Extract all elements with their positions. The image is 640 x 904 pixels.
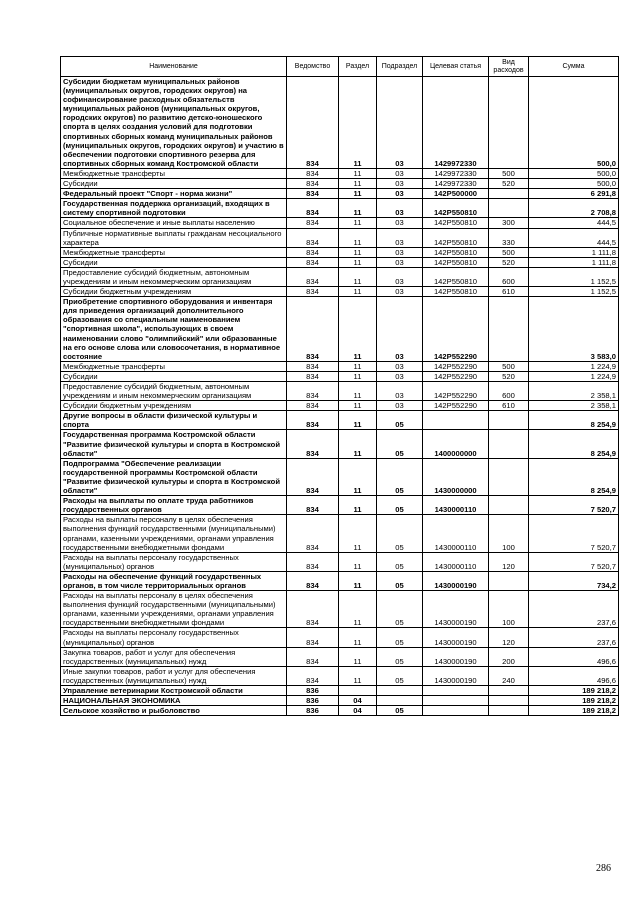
row-name: Иные закупки товаров, работ и услуг для обеспечения государственных (муниципальных) нужд bbox=[61, 666, 287, 685]
table-row bbox=[61, 458, 619, 495]
row-podrazdel: 03 bbox=[377, 168, 423, 178]
row-sum: 496,6 bbox=[529, 647, 619, 666]
row-vr bbox=[489, 199, 529, 218]
row-ved: 834 bbox=[287, 297, 339, 362]
row-podrazdel: 05 bbox=[377, 628, 423, 647]
row-ved: 834 bbox=[287, 430, 339, 458]
row-razdel: 11 bbox=[339, 666, 377, 685]
row-razdel: 11 bbox=[339, 189, 377, 199]
row-vr bbox=[489, 696, 529, 706]
row-cs: 1430000190 bbox=[423, 571, 489, 590]
row-podrazdel: 05 bbox=[377, 411, 423, 430]
row-vr bbox=[489, 77, 529, 169]
row-razdel: 04 bbox=[339, 696, 377, 706]
table-row bbox=[61, 189, 619, 199]
row-vr: 520 bbox=[489, 179, 529, 189]
row-sum: 1 224,9 bbox=[529, 361, 619, 371]
table-row bbox=[61, 401, 619, 411]
row-cs: 142P550810 bbox=[423, 218, 489, 228]
row-razdel: 11 bbox=[339, 218, 377, 228]
row-podrazdel: 03 bbox=[377, 287, 423, 297]
row-name: Межбюджетные трансферты bbox=[61, 247, 287, 257]
row-sum: 189 218,2 bbox=[529, 686, 619, 696]
row-name: Расходы на обеспечение функций государственных органов, в том числе территориальных органов bbox=[61, 571, 287, 590]
table-row bbox=[61, 411, 619, 430]
row-name: Расходы на выплаты по оплате труда работников государственных органов bbox=[61, 496, 287, 515]
table-row bbox=[61, 247, 619, 257]
page-number: 286 bbox=[596, 863, 611, 874]
row-cs: 142P550810 bbox=[423, 247, 489, 257]
row-vr: 240 bbox=[489, 666, 529, 685]
row-ved: 834 bbox=[287, 77, 339, 169]
budget-table bbox=[60, 56, 619, 716]
col-header-razdel: Раздел bbox=[339, 57, 377, 77]
row-name: Предоставление субсидий бюджетным, автономным учреждениям и иным некоммерческим организациям bbox=[61, 267, 287, 286]
row-podrazdel: 03 bbox=[377, 228, 423, 247]
row-sum: 444,5 bbox=[529, 218, 619, 228]
row-sum: 6 291,8 bbox=[529, 189, 619, 199]
row-vr bbox=[489, 297, 529, 362]
row-vr: 200 bbox=[489, 647, 529, 666]
row-sum: 500,0 bbox=[529, 179, 619, 189]
row-razdel bbox=[339, 686, 377, 696]
col-header-sum: Сумма bbox=[529, 57, 619, 77]
row-ved: 834 bbox=[287, 267, 339, 286]
col-header-ved: Ведомство bbox=[287, 57, 339, 77]
row-sum: 3 583,0 bbox=[529, 297, 619, 362]
row-ved: 834 bbox=[287, 189, 339, 199]
row-ved: 836 bbox=[287, 696, 339, 706]
row-name: Расходы на выплаты персоналу в целях обеспечения выполнения функций государственными (муниципальными) органами, казенными учреждениями, органами управления государственными внебюджетными фондами bbox=[61, 591, 287, 628]
row-ved: 834 bbox=[287, 628, 339, 647]
row-podrazdel: 03 bbox=[377, 361, 423, 371]
row-ved: 834 bbox=[287, 666, 339, 685]
row-razdel: 11 bbox=[339, 297, 377, 362]
row-razdel: 11 bbox=[339, 168, 377, 178]
row-vr bbox=[489, 706, 529, 716]
row-ved: 834 bbox=[287, 496, 339, 515]
row-name: Публичные нормативные выплаты гражданам несоциального характера bbox=[61, 228, 287, 247]
row-razdel: 11 bbox=[339, 371, 377, 381]
row-podrazdel: 03 bbox=[377, 257, 423, 267]
row-sum: 2 358,1 bbox=[529, 382, 619, 401]
row-sum: 237,6 bbox=[529, 628, 619, 647]
row-razdel: 11 bbox=[339, 515, 377, 552]
table-row bbox=[61, 571, 619, 590]
row-cs bbox=[423, 411, 489, 430]
table-row bbox=[61, 382, 619, 401]
row-podrazdel: 03 bbox=[377, 401, 423, 411]
row-cs: 142P552290 bbox=[423, 297, 489, 362]
row-ved: 834 bbox=[287, 647, 339, 666]
table-row bbox=[61, 179, 619, 189]
row-podrazdel: 05 bbox=[377, 666, 423, 685]
row-sum: 496,6 bbox=[529, 666, 619, 685]
row-vr: 500 bbox=[489, 168, 529, 178]
table-row bbox=[61, 168, 619, 178]
row-ved: 834 bbox=[287, 361, 339, 371]
row-razdel: 11 bbox=[339, 571, 377, 590]
row-podrazdel: 05 bbox=[377, 552, 423, 571]
row-vr: 100 bbox=[489, 591, 529, 628]
row-name: Приобретение спортивного оборудования и инвентаря для приведения организаций дополнительного образования со специальным наименованием "спортивная школа", использующих в своем наименовании слово "олимпийский" или образованные на его основе слова или словосочетания, в нормативное состояние bbox=[61, 297, 287, 362]
row-vr bbox=[489, 411, 529, 430]
row-name: Субсидии bbox=[61, 257, 287, 267]
row-vr: 600 bbox=[489, 382, 529, 401]
row-razdel: 11 bbox=[339, 361, 377, 371]
row-cs: 142P550810 bbox=[423, 267, 489, 286]
table-row bbox=[61, 628, 619, 647]
row-name: НАЦИОНАЛЬНАЯ ЭКОНОМИКА bbox=[61, 696, 287, 706]
row-name: Подпрограмма "Обеспечение реализации государственной программы Костромской области "Развитие физической культуры и спорта в Костромской области" bbox=[61, 458, 287, 495]
row-podrazdel: 05 bbox=[377, 706, 423, 716]
row-podrazdel: 03 bbox=[377, 189, 423, 199]
row-podrazdel: 05 bbox=[377, 515, 423, 552]
table-row bbox=[61, 496, 619, 515]
row-podrazdel: 03 bbox=[377, 371, 423, 381]
row-ved: 834 bbox=[287, 591, 339, 628]
col-header-podrazdel: Подраздел bbox=[377, 57, 423, 77]
table-row bbox=[61, 666, 619, 685]
row-name: Социальное обеспечение и иные выплаты населению bbox=[61, 218, 287, 228]
row-vr: 610 bbox=[489, 401, 529, 411]
row-vr bbox=[489, 496, 529, 515]
row-ved: 836 bbox=[287, 706, 339, 716]
table-row bbox=[61, 267, 619, 286]
row-cs: 1429972330 bbox=[423, 179, 489, 189]
table-row bbox=[61, 77, 619, 169]
row-sum: 2 358,1 bbox=[529, 401, 619, 411]
row-razdel: 11 bbox=[339, 287, 377, 297]
row-vr bbox=[489, 458, 529, 495]
row-ved: 834 bbox=[287, 458, 339, 495]
row-name: Управление ветеринарии Костромской области bbox=[61, 686, 287, 696]
row-vr: 500 bbox=[489, 361, 529, 371]
row-cs: 142P550810 bbox=[423, 287, 489, 297]
row-vr: 520 bbox=[489, 257, 529, 267]
row-cs: 1430000190 bbox=[423, 647, 489, 666]
table-row bbox=[61, 218, 619, 228]
row-razdel: 11 bbox=[339, 199, 377, 218]
row-razdel: 11 bbox=[339, 430, 377, 458]
row-name: Государственная поддержка организаций, входящих в систему спортивной подготовки bbox=[61, 199, 287, 218]
row-cs: 142P550810 bbox=[423, 257, 489, 267]
row-cs: 1430000110 bbox=[423, 552, 489, 571]
row-cs: 1400000000 bbox=[423, 430, 489, 458]
row-sum: 237,6 bbox=[529, 591, 619, 628]
row-cs: 142P552290 bbox=[423, 382, 489, 401]
row-razdel: 11 bbox=[339, 401, 377, 411]
row-ved: 834 bbox=[287, 552, 339, 571]
row-podrazdel: 05 bbox=[377, 430, 423, 458]
row-razdel: 11 bbox=[339, 382, 377, 401]
row-cs bbox=[423, 706, 489, 716]
row-name: Субсидии bbox=[61, 371, 287, 381]
row-razdel: 11 bbox=[339, 77, 377, 169]
table-row bbox=[61, 199, 619, 218]
row-razdel: 11 bbox=[339, 458, 377, 495]
row-cs: 142P500000 bbox=[423, 189, 489, 199]
row-cs: 142P550810 bbox=[423, 199, 489, 218]
row-podrazdel: 03 bbox=[377, 179, 423, 189]
table-row bbox=[61, 696, 619, 706]
table-row bbox=[61, 257, 619, 267]
row-name: Субсидии bbox=[61, 179, 287, 189]
table-row bbox=[61, 430, 619, 458]
row-sum: 189 218,2 bbox=[529, 706, 619, 716]
row-ved: 834 bbox=[287, 411, 339, 430]
table-row bbox=[61, 361, 619, 371]
row-cs: 142P552290 bbox=[423, 371, 489, 381]
row-cs: 142P552290 bbox=[423, 361, 489, 371]
row-sum: 7 520,7 bbox=[529, 496, 619, 515]
row-cs: 1429972330 bbox=[423, 168, 489, 178]
row-name: Предоставление субсидий бюджетным, автономным учреждениям и иным некоммерческим организациям bbox=[61, 382, 287, 401]
row-sum: 7 520,7 bbox=[529, 515, 619, 552]
row-name: Закупка товаров, работ и услуг для обеспечения государственных (муниципальных) нужд bbox=[61, 647, 287, 666]
row-razdel: 11 bbox=[339, 591, 377, 628]
row-vr: 600 bbox=[489, 267, 529, 286]
row-podrazdel: 03 bbox=[377, 297, 423, 362]
row-name: Субсидии бюджетам муниципальных районов (муниципальных округов, городских округов) на софинансирование расходных обязательств муниципальных районов (муниципальных округов, городских округов) по развитию детско-юношеского спорта в целях создания условий для подготовки спортивных сборных команд муниципальных районов (муниципальных округов, городских округов) и участию в обеспечении подготовки спортивного резерва для спортивных сборных команд Костромской области bbox=[61, 77, 287, 169]
row-sum: 1 152,5 bbox=[529, 267, 619, 286]
row-cs: 1430000000 bbox=[423, 458, 489, 495]
row-vr: 520 bbox=[489, 371, 529, 381]
row-podrazdel: 05 bbox=[377, 496, 423, 515]
row-sum: 8 254,9 bbox=[529, 411, 619, 430]
row-sum: 8 254,9 bbox=[529, 458, 619, 495]
row-ved: 834 bbox=[287, 218, 339, 228]
row-ved: 834 bbox=[287, 199, 339, 218]
row-vr bbox=[489, 430, 529, 458]
row-podrazdel: 03 bbox=[377, 199, 423, 218]
row-razdel: 11 bbox=[339, 552, 377, 571]
row-sum: 1 111,8 bbox=[529, 257, 619, 267]
row-podrazdel: 05 bbox=[377, 458, 423, 495]
row-sum: 500,0 bbox=[529, 77, 619, 169]
row-podrazdel: 03 bbox=[377, 218, 423, 228]
row-cs: 142P550810 bbox=[423, 228, 489, 247]
row-cs: 1429972330 bbox=[423, 77, 489, 169]
table-row bbox=[61, 591, 619, 628]
row-sum: 7 520,7 bbox=[529, 552, 619, 571]
row-name: Субсидии бюджетным учреждениям bbox=[61, 401, 287, 411]
row-name: Другие вопросы в области физической культуры и спорта bbox=[61, 411, 287, 430]
row-vr bbox=[489, 189, 529, 199]
row-sum: 1 111,8 bbox=[529, 247, 619, 257]
row-ved: 836 bbox=[287, 686, 339, 696]
row-podrazdel: 05 bbox=[377, 647, 423, 666]
row-razdel: 11 bbox=[339, 228, 377, 247]
row-name: Государственная программа Костромской области "Развитие физической культуры и спорта в Костромской области" bbox=[61, 430, 287, 458]
row-name: Расходы на выплаты персоналу государственных (муниципальных) органов bbox=[61, 628, 287, 647]
table-row bbox=[61, 706, 619, 716]
row-cs bbox=[423, 686, 489, 696]
row-podrazdel: 03 bbox=[377, 382, 423, 401]
row-sum: 500,0 bbox=[529, 168, 619, 178]
col-header-name: Наименование bbox=[61, 57, 287, 77]
row-vr: 100 bbox=[489, 515, 529, 552]
row-podrazdel bbox=[377, 696, 423, 706]
row-podrazdel: 03 bbox=[377, 247, 423, 257]
row-podrazdel bbox=[377, 686, 423, 696]
row-name: Расходы на выплаты персоналу в целях обеспечения выполнения функций государственными (муниципальными) органами, казенными учреждениями, органами управления государственными внебюджетными фондами bbox=[61, 515, 287, 552]
row-sum: 1 224,9 bbox=[529, 371, 619, 381]
row-sum: 444,5 bbox=[529, 228, 619, 247]
table-row bbox=[61, 297, 619, 362]
row-razdel: 11 bbox=[339, 247, 377, 257]
row-sum: 1 152,5 bbox=[529, 287, 619, 297]
row-cs: 1430000110 bbox=[423, 496, 489, 515]
row-ved: 834 bbox=[287, 179, 339, 189]
row-razdel: 11 bbox=[339, 257, 377, 267]
table-row bbox=[61, 552, 619, 571]
col-header-vr: Вид расходов bbox=[489, 57, 529, 77]
row-ved: 834 bbox=[287, 257, 339, 267]
row-razdel: 04 bbox=[339, 706, 377, 716]
row-vr: 330 bbox=[489, 228, 529, 247]
table-row bbox=[61, 371, 619, 381]
row-cs: 142P552290 bbox=[423, 401, 489, 411]
row-razdel: 11 bbox=[339, 179, 377, 189]
row-cs: 1430000110 bbox=[423, 515, 489, 552]
row-ved: 834 bbox=[287, 287, 339, 297]
row-sum: 734,2 bbox=[529, 571, 619, 590]
row-ved: 834 bbox=[287, 371, 339, 381]
row-vr: 500 bbox=[489, 247, 529, 257]
row-cs: 1430000190 bbox=[423, 591, 489, 628]
row-razdel: 11 bbox=[339, 647, 377, 666]
row-name: Межбюджетные трансферты bbox=[61, 361, 287, 371]
row-podrazdel: 03 bbox=[377, 267, 423, 286]
row-vr: 610 bbox=[489, 287, 529, 297]
row-razdel: 11 bbox=[339, 411, 377, 430]
row-sum: 8 254,9 bbox=[529, 430, 619, 458]
row-cs bbox=[423, 696, 489, 706]
row-cs: 1430000190 bbox=[423, 666, 489, 685]
row-vr: 300 bbox=[489, 218, 529, 228]
row-razdel: 11 bbox=[339, 628, 377, 647]
row-vr: 120 bbox=[489, 628, 529, 647]
row-ved: 834 bbox=[287, 168, 339, 178]
row-razdel: 11 bbox=[339, 496, 377, 515]
row-vr bbox=[489, 686, 529, 696]
table-row bbox=[61, 686, 619, 696]
table-row bbox=[61, 515, 619, 552]
row-ved: 834 bbox=[287, 247, 339, 257]
row-name: Субсидии бюджетным учреждениям bbox=[61, 287, 287, 297]
table-row bbox=[61, 287, 619, 297]
col-header-cs: Целевая статья bbox=[423, 57, 489, 77]
row-name: Федеральный проект "Спорт - норма жизни" bbox=[61, 189, 287, 199]
table-row bbox=[61, 228, 619, 247]
row-name: Сельское хозяйство и рыболовство bbox=[61, 706, 287, 716]
row-sum: 2 708,8 bbox=[529, 199, 619, 218]
table-row bbox=[61, 647, 619, 666]
row-ved: 834 bbox=[287, 571, 339, 590]
row-vr bbox=[489, 571, 529, 590]
row-ved: 834 bbox=[287, 382, 339, 401]
row-ved: 834 bbox=[287, 401, 339, 411]
row-ved: 834 bbox=[287, 515, 339, 552]
row-ved: 834 bbox=[287, 228, 339, 247]
header-row bbox=[61, 57, 619, 77]
row-podrazdel: 03 bbox=[377, 77, 423, 169]
row-cs: 1430000190 bbox=[423, 628, 489, 647]
row-name: Расходы на выплаты персоналу государственных (муниципальных) органов bbox=[61, 552, 287, 571]
row-podrazdel: 05 bbox=[377, 591, 423, 628]
row-name: Межбюджетные трансферты bbox=[61, 168, 287, 178]
row-podrazdel: 05 bbox=[377, 571, 423, 590]
row-sum: 189 218,2 bbox=[529, 696, 619, 706]
row-razdel: 11 bbox=[339, 267, 377, 286]
row-vr: 120 bbox=[489, 552, 529, 571]
